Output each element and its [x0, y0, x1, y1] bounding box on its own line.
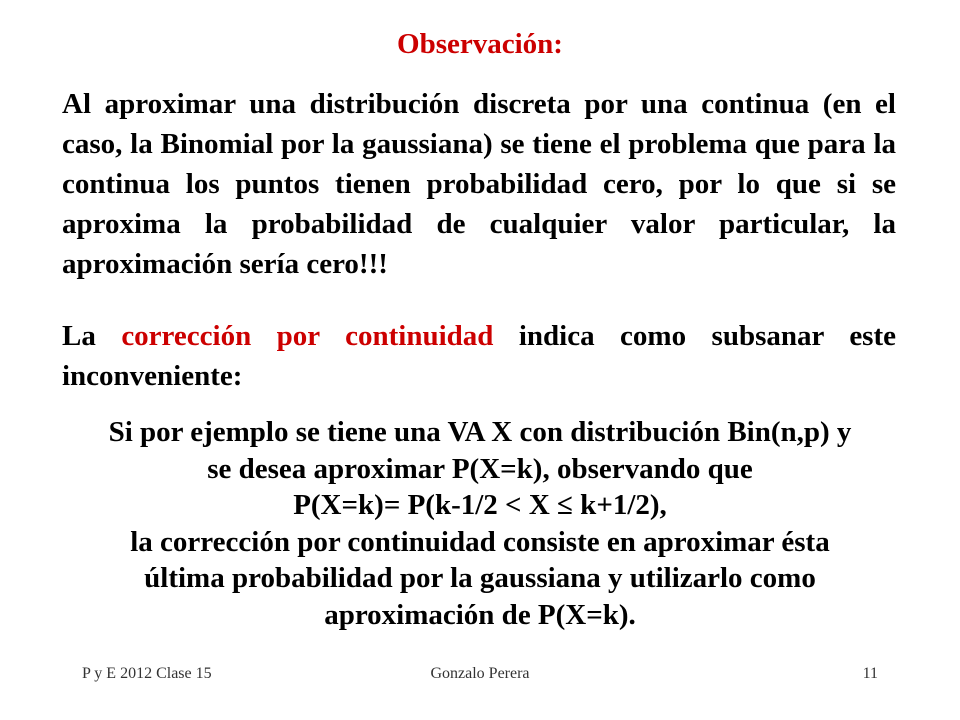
example-line: aproximación de P(X=k).	[324, 598, 636, 631]
paragraph-observation: Al aproximar una distribución discreta por una continua (en el caso, la Binomial por la gaussiana) se tiene el problema que para la continua los puntos tienen probabilidad cero, por lo que si se aproxima la probabilidad de cualquier valor particular, la aproximación sería cero!!!	[62, 88, 896, 280]
example-line: la corrección por continuidad consiste en aproximar ésta	[130, 525, 830, 558]
footer-page-number: 11	[862, 665, 878, 682]
example-line: se desea aproximar P(X=k), observando que	[207, 452, 753, 485]
example-line: última probabilidad por la gaussiana y utilizarlo como	[144, 562, 816, 594]
highlight-term: corrección por continuidad	[121, 320, 494, 352]
formula-line: P(X=k)= P(k-1/2 < X ≤ k+1/2),	[293, 489, 667, 521]
paragraph-text-after: indica como subsanar este inconveniente:	[62, 320, 897, 392]
slide-title: Observación:	[397, 28, 563, 60]
paragraph-continuity-correction	[62, 316, 896, 396]
example-line: Si por ejemplo se tiene una VA X con distribución Bin(n,p) y	[108, 416, 852, 448]
paragraph-example	[40, 414, 920, 633]
footer-course: P y E 2012 Clase 15	[82, 665, 212, 682]
paragraph-text-before: La	[62, 320, 122, 352]
footer-author: Gonzalo Perera	[430, 665, 530, 682]
